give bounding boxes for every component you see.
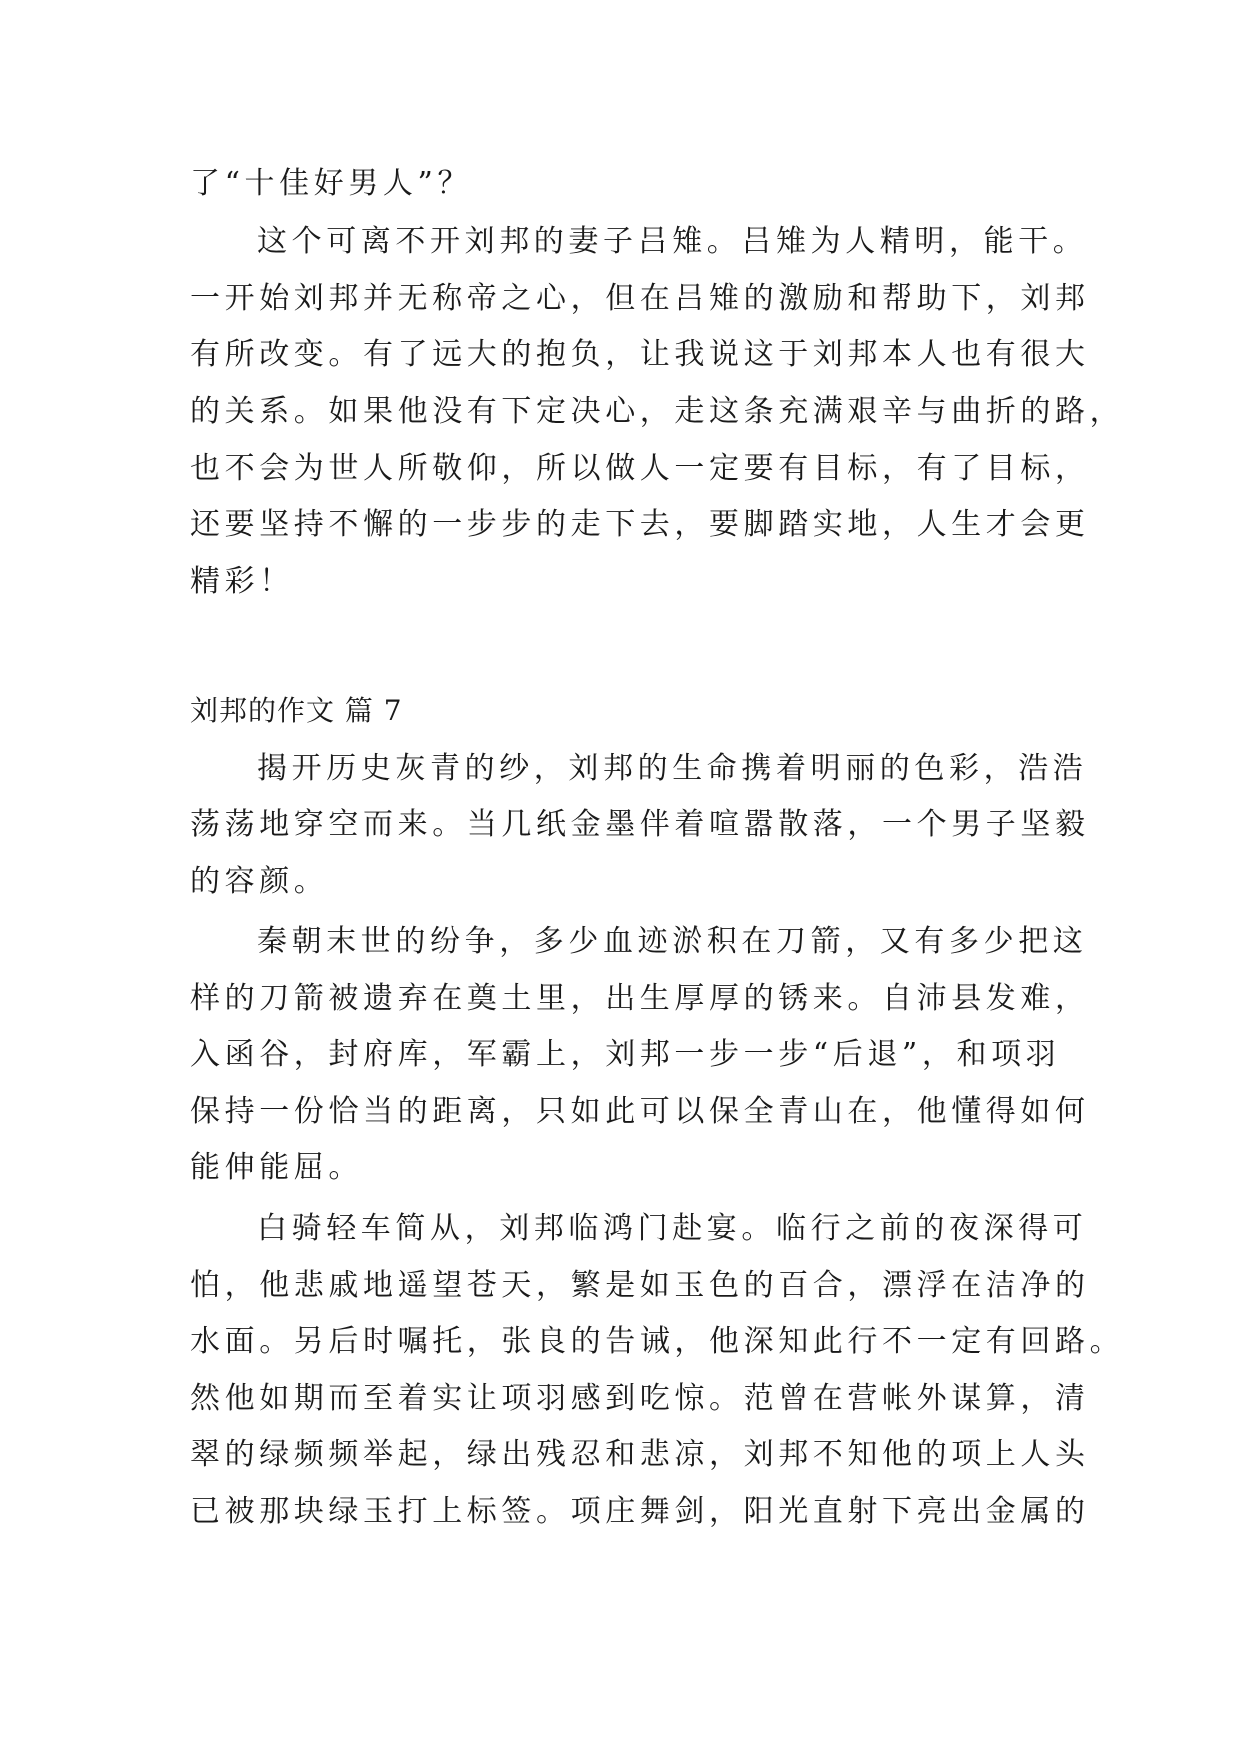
text-line: 精彩！ bbox=[190, 564, 294, 599]
text-line: 的容颜。 bbox=[190, 864, 329, 899]
paragraph-first-line: 秦朝末世的纷争，多少血迹淤积在刀箭，又有多少把这 bbox=[257, 924, 1088, 959]
text-line: 样的刀箭被遗弃在奠土里，出生厚厚的锈来。自沛县发难， bbox=[190, 981, 1090, 1016]
text-line: 已被那块绿玉打上标签。项庄舞剑，阳光直射下亮出金属的 bbox=[190, 1494, 1090, 1529]
paragraph-first-line: 白骑轻车简从，刘邦临鸿门赴宴。临行之前的夜深得可 bbox=[257, 1211, 1088, 1246]
text-line: 荡荡地穿空而来。当几纸金墨伴着喧嚣散落，一个男子坚毅 bbox=[190, 807, 1090, 842]
text-line: 一开始刘邦并无称帝之心，但在吕雉的激励和帮助下，刘邦 bbox=[190, 281, 1090, 316]
section-heading: 刘邦的作文 篇 7 bbox=[190, 694, 403, 727]
text-line: 的关系。如果他没有下定决心，走这条充满艰辛与曲折的路， bbox=[190, 394, 1125, 429]
paragraph-first-line: 揭开历史灰青的纱，刘邦的生命携着明丽的色彩，浩浩 bbox=[257, 751, 1088, 786]
text-line: 还要坚持不懈的一步步的走下去，要脚踏实地，人生才会更 bbox=[190, 507, 1090, 542]
text-line: 能伸能屈。 bbox=[190, 1150, 363, 1185]
text-line: 怕，他悲戚地遥望苍天，繁是如玉色的百合，漂浮在洁净的 bbox=[190, 1268, 1090, 1303]
text-line: 入函谷，封府库，军霸上，刘邦一步一步“后退”，和项羽 bbox=[190, 1037, 1061, 1072]
paragraph-first-line: 这个可离不开刘邦的妻子吕雉。吕雉为人精明，能干。 bbox=[257, 224, 1088, 259]
text-line: 也不会为世人所敬仰，所以做人一定要有目标，有了目标， bbox=[190, 451, 1090, 486]
text-line: 水面。另后时嘱托，张良的告诫，他深知此行不一定有回路。 bbox=[190, 1324, 1125, 1359]
text-line: 然他如期而至着实让项羽感到吃惊。范曾在营帐外谋算，清 bbox=[190, 1381, 1090, 1416]
text-line: 了“十佳好男人”？ bbox=[190, 166, 473, 201]
text-line: 有所改变。有了远大的抱负，让我说这于刘邦本人也有很大 bbox=[190, 337, 1090, 372]
text-line: 保持一份恰当的距离，只如此可以保全青山在，他懂得如何 bbox=[190, 1094, 1090, 1129]
text-line: 翠的绿频频举起，绿出残忍和悲凉，刘邦不知他的项上人头 bbox=[190, 1437, 1090, 1472]
